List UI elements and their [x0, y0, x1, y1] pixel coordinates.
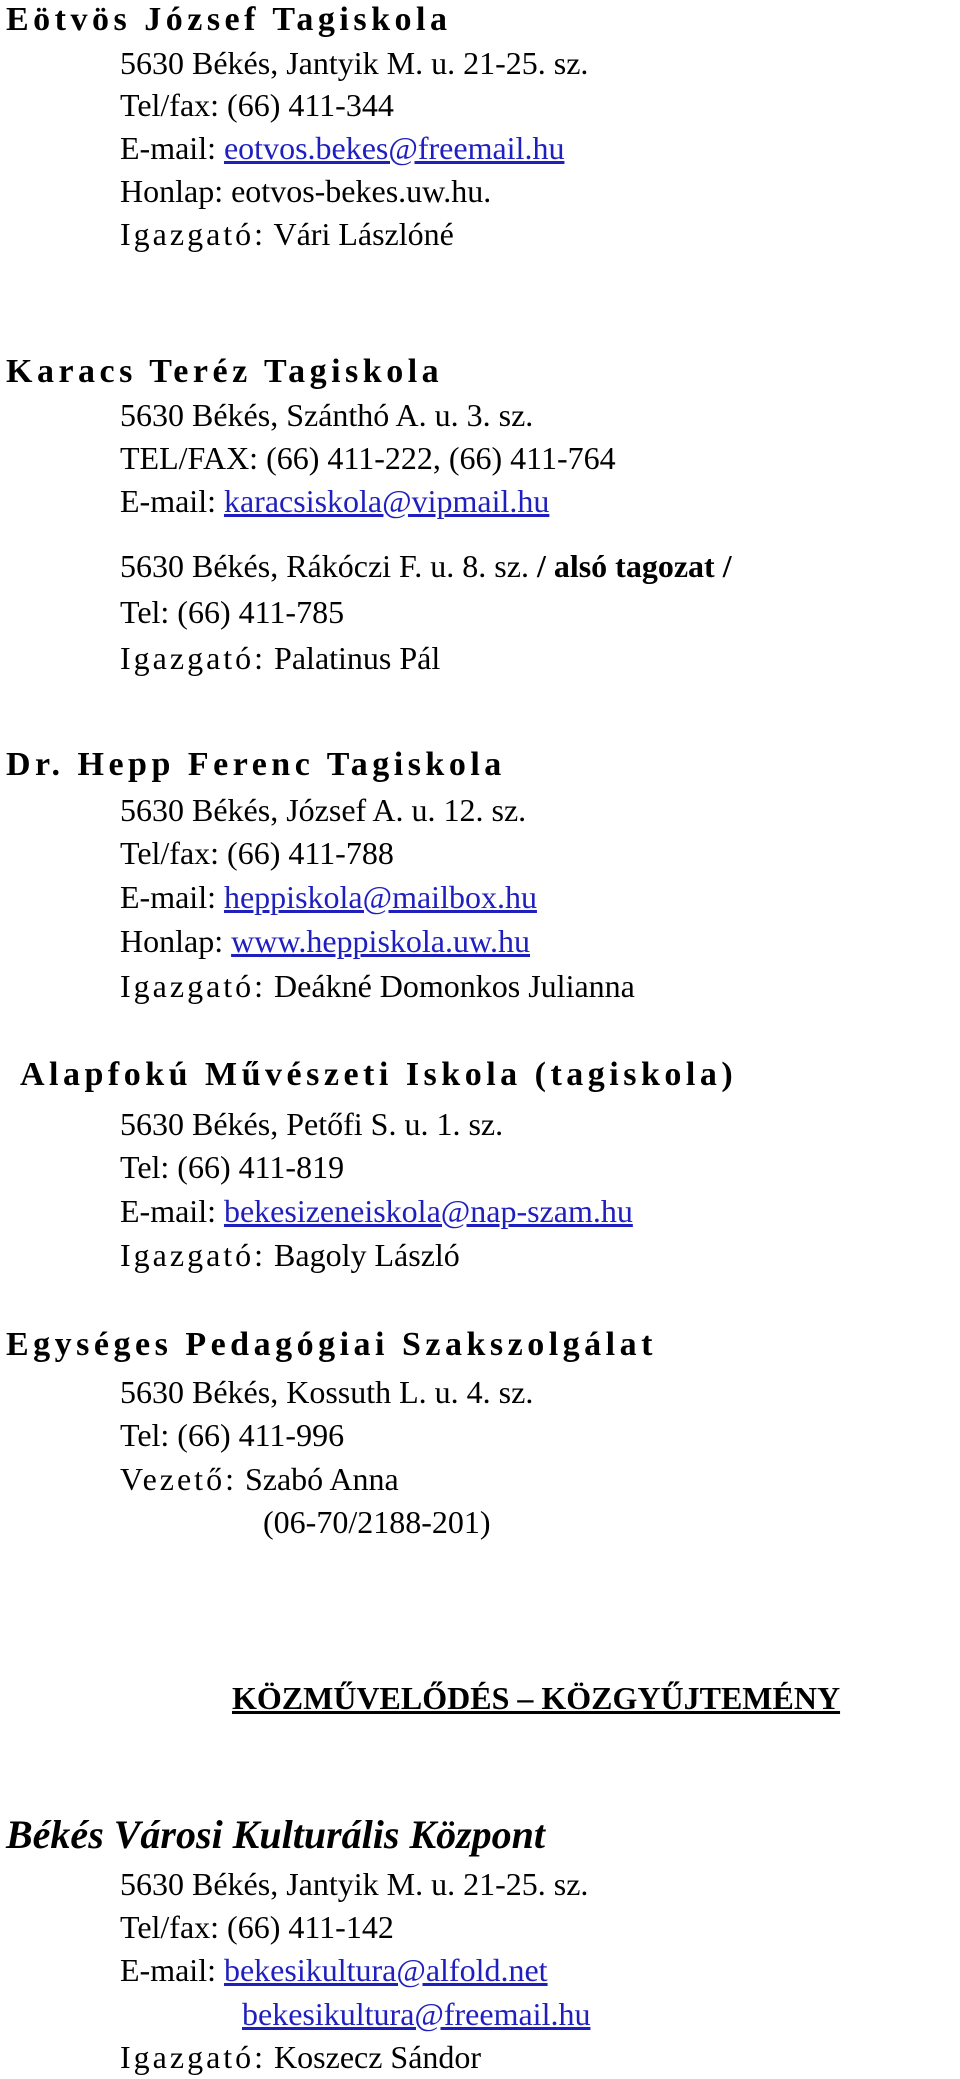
tel-value: (66) 411-819 [177, 1149, 345, 1185]
mobile-pedagogy: (06-70/2188-201) [263, 1504, 491, 1540]
email-link-hepp[interactable]: heppiskola@mailbox.hu [223, 879, 537, 915]
telfax-value: (66) 411-344 [227, 87, 394, 123]
telfax-label: TEL/FAX: [120, 440, 259, 476]
web-hepp [120, 921, 530, 961]
telfax-value: (66) 411-142 [227, 1909, 394, 1945]
tel-value: (66) 411-785 [177, 594, 345, 630]
email-label: E-mail: [120, 1952, 216, 1988]
email-link-karacs[interactable]: karacsiskola@vipmail.hu [223, 483, 550, 519]
email2-culture [242, 1994, 590, 2034]
director-value: Szabó Anna [244, 1461, 399, 1497]
director-value: Bagoly László [274, 1237, 460, 1273]
address-hepp: 5630 Békés, József A. u. 12. sz. [120, 792, 527, 828]
telfax-culture [120, 1907, 394, 1947]
email-eotvos [120, 128, 564, 168]
address-culture: 5630 Békés, Jantyik M. u. 21-25. sz. [120, 1866, 589, 1902]
telfax-label: Tel/fax: [120, 87, 220, 123]
email-label: E-mail: [120, 1193, 216, 1229]
web-label: Honlap: [120, 923, 224, 959]
section-title-karacs: Karacs Teréz Tagiskola [6, 353, 444, 390]
director-value: Koszecz Sándor [274, 2039, 482, 2075]
address-karacs: 5630 Békés, Szánthó A. u. 3. sz. [120, 397, 534, 433]
director-karacs [120, 638, 440, 678]
telfax-eotvos [120, 85, 394, 125]
director-label: Igazgató: [120, 216, 267, 252]
address-art-school: 5630 Békés, Petőfi S. u. 1. sz. [120, 1106, 504, 1142]
section-title-art-school: Alapfokú Művészeti Iskola (tagiskola) [20, 1056, 738, 1093]
telfax-label: Tel/fax: [120, 835, 220, 871]
telfax-karacs [120, 438, 616, 478]
email-label: E-mail: [120, 130, 216, 166]
director-hepp [120, 966, 635, 1006]
director-value: Deákné Domonkos Julianna [274, 968, 635, 1004]
email-link-art-school[interactable]: bekesizeneiskola@nap-szam.hu [223, 1193, 633, 1229]
email-link-culture[interactable]: bekesikultura@alfold.net [223, 1952, 548, 1988]
director-label: Igazgató: [120, 2039, 267, 2075]
tel-label: Tel: [120, 594, 170, 630]
director-label: Vezető: [120, 1461, 237, 1497]
director-art-school [120, 1235, 460, 1275]
telfax-value: (66) 411-222, (66) 411-764 [266, 440, 616, 476]
email-label: E-mail: [120, 483, 216, 519]
director-label: Igazgató: [120, 1237, 267, 1273]
section-title-culture: Békés Városi Kulturális Központ [6, 1812, 546, 1857]
tel-karacs [120, 592, 344, 632]
email-culture [120, 1950, 548, 1990]
culture-heading: KÖZMŰVELŐDÉS – KÖZGYŰJTEMÉNY [232, 1680, 841, 1716]
director-value: Palatinus Pál [274, 640, 441, 676]
telfax-label: Tel/fax: [120, 1909, 220, 1945]
web-eotvos [120, 171, 491, 211]
address-pedagogy: 5630 Békés, Kossuth L. u. 4. sz. [120, 1374, 534, 1410]
web-value: eotvos-bekes.uw.hu. [231, 173, 492, 209]
director-value: Vári Lászlóné [273, 216, 454, 252]
address2-value: 5630 Békés, Rákóczi F. u. 8. sz. [120, 548, 529, 584]
email-link-eotvos[interactable]: eotvos.bekes@freemail.hu [223, 130, 565, 166]
section-title-eotvos: Eötvös József Tagiskola [6, 1, 452, 38]
tel-value: (66) 411-996 [177, 1417, 345, 1453]
email-art-school [120, 1191, 633, 1231]
tel-label: Tel: [120, 1417, 170, 1453]
section-title-pedagogy: Egységes Pedagógiai Szakszolgálat [6, 1326, 657, 1363]
section-title-hepp: Dr. Hepp Ferenc Tagiskola [6, 746, 506, 783]
address-eotvos: 5630 Békés, Jantyik M. u. 21-25. sz. [120, 45, 589, 81]
web-label: Honlap: [120, 173, 224, 209]
email-hepp [120, 877, 537, 917]
web-link-hepp[interactable]: www.heppiskola.uw.hu [231, 923, 531, 959]
tel-label: Tel: [120, 1149, 170, 1185]
director-culture [120, 2037, 481, 2077]
telfax-hepp [120, 833, 394, 873]
address2-note: / alsó tagozat / [536, 548, 732, 584]
director-pedagogy [120, 1459, 399, 1499]
tel-art-school [120, 1147, 344, 1187]
address2-karacs [120, 546, 732, 586]
email-label: E-mail: [120, 879, 216, 915]
telfax-value: (66) 411-788 [227, 835, 394, 871]
tel-pedagogy [120, 1415, 344, 1455]
director-label: Igazgató: [120, 968, 267, 1004]
director-eotvos [120, 214, 454, 254]
email-karacs [120, 481, 549, 521]
director-label: Igazgató: [120, 640, 267, 676]
email-link-culture-2[interactable]: bekesikultura@freemail.hu [242, 1996, 591, 2032]
